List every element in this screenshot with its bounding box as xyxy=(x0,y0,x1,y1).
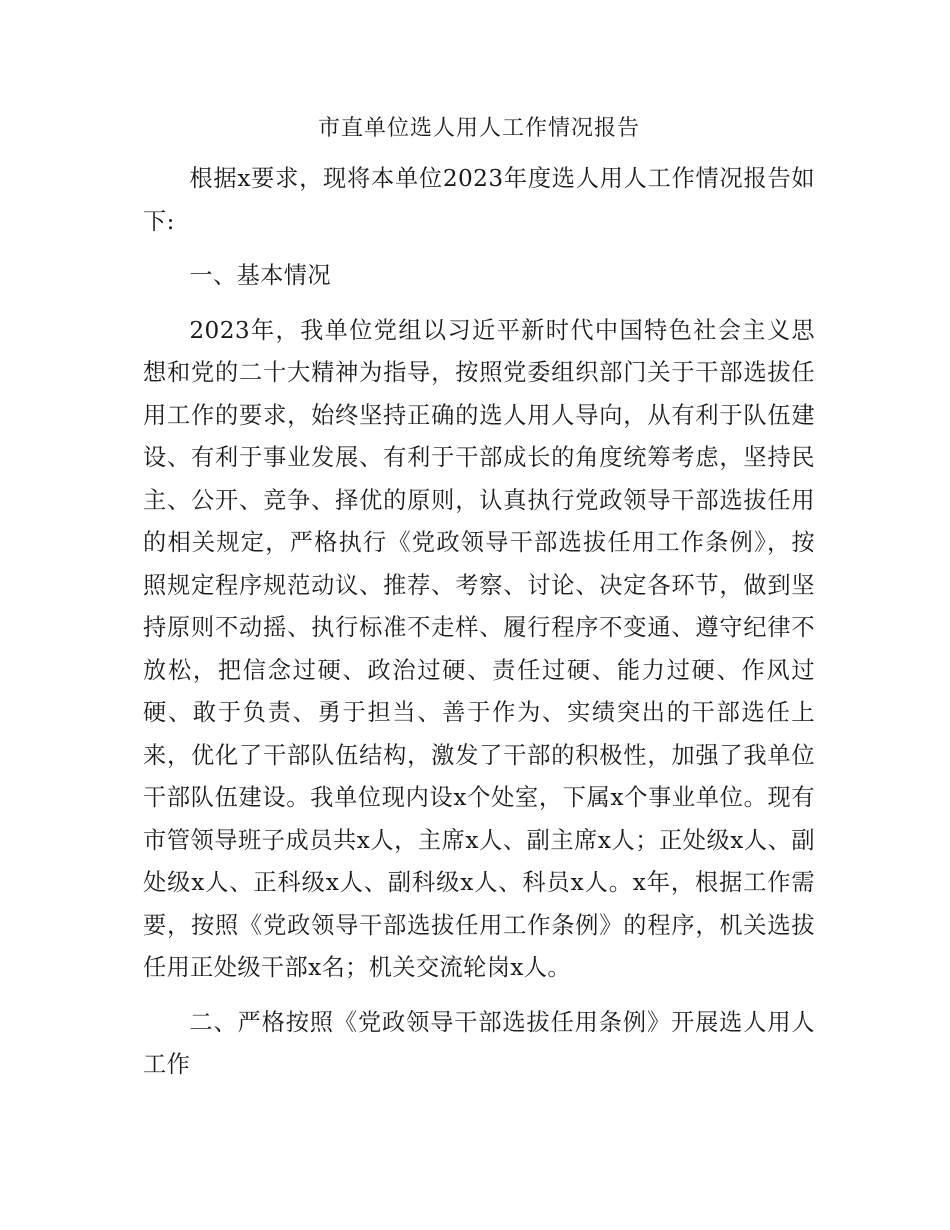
section-2-heading: 二、严格按照《党政领导干部选拔任用条例》开展选人用人工作 xyxy=(143,1008,815,1078)
section-1-body: 2023年，我单位党组以习近平新时代中国特色社会主义思想和党的二十大精神为指导，按照党委组织部门关于干部选拔任用工作的要求，始终坚持正确的选人用人导向，从有利于队伍建设、有利于事业发展、有利于干部成长的角度统筹考虑，坚持民主、公开、竞争、择优的原则，认真执行党政领导干部选拔任用的相关规定，严格执行《党政领导干部选拔任用工作条例》，按照规定程序规范动议、推荐、考察、讨论、决定各环节，做到坚持原则不动摇、执行标准不走样、履行程序不变通、遵守纪律不放松，把信念过硬、政治过硬、责任过硬、能力过硬、作风过硬、敢于负责、勇于担当、善于作为、实绩突出的干部选任上来，优化了干部队伍结构，激发了干部的积极性，加强了我单位干部队伍建设。我单位现内设x个处室，下属x个事业单位。现有市管领导班子成员共x人，主席x人、副主席x人；正处级x人、副处级x人、正科级x人、副科级x人、科员x人。x年，根据工作需要，按照《党政领导干部选拔任用工作条例》的程序，机关选拔任用正处级干部x名；机关交流轮岗x人。 xyxy=(143,316,815,981)
document-title: 市直单位选人用人工作情况报告 xyxy=(317,116,640,141)
section-1-heading: 一、基本情况 xyxy=(189,262,331,289)
intro-paragraph: 根据x要求，现将本单位2023年度选人用人工作情况报告如下: xyxy=(143,165,815,235)
document-page xyxy=(143,108,815,1087)
